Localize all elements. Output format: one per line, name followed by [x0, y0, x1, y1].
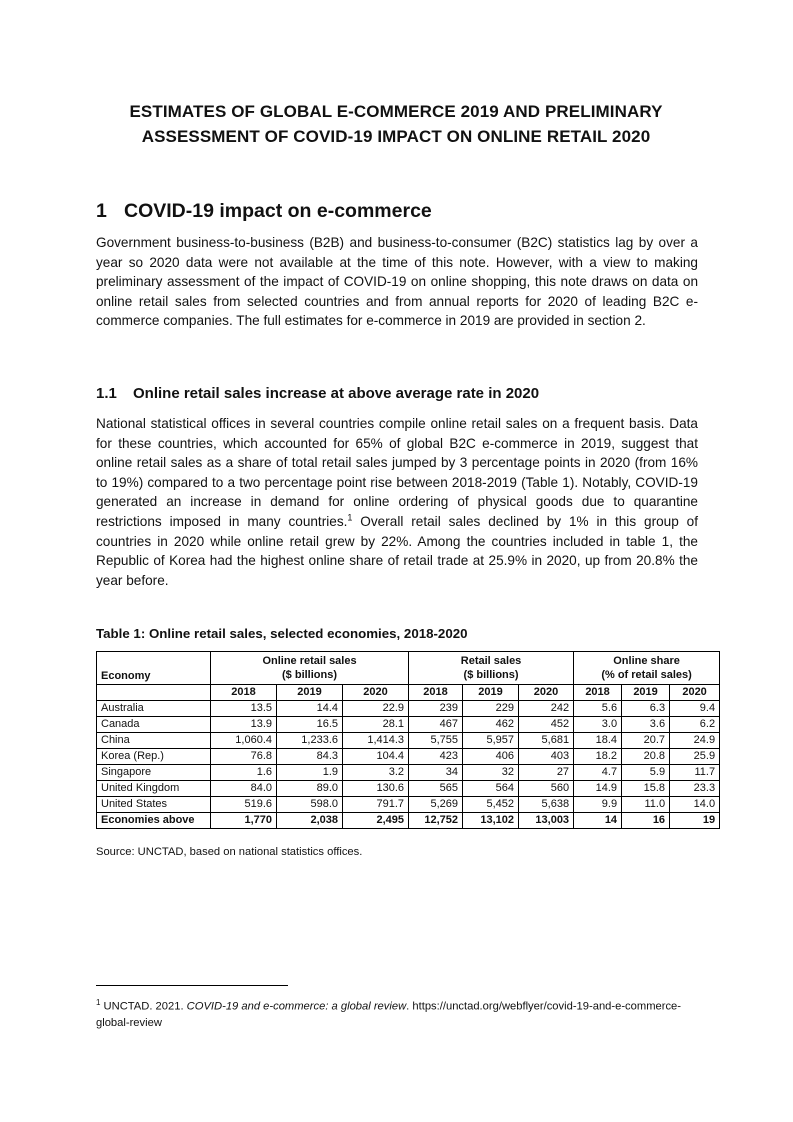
- table-row: [97, 733, 720, 749]
- year-header: 2020: [670, 685, 720, 701]
- value-cell: 406: [463, 749, 519, 765]
- value-cell: 3.6: [622, 717, 670, 733]
- value-cell: 11.0: [622, 797, 670, 813]
- value-cell: 20.8: [622, 749, 670, 765]
- table-source: Source: UNCTAD, based on national statistics offices.: [96, 846, 363, 858]
- value-cell: 2,038: [277, 813, 343, 829]
- group-header-line-2: ($ billions): [463, 669, 519, 681]
- value-cell: 1,414.3: [343, 733, 409, 749]
- value-cell: 25.9: [670, 749, 720, 765]
- value-cell: 5,638: [519, 797, 574, 813]
- value-cell: 6.3: [622, 701, 670, 717]
- value-cell: 5,681: [519, 733, 574, 749]
- value-cell: 13,102: [463, 813, 519, 829]
- section-1-paragraph: Government business-to-business (B2B) and business-to-consumer (B2C) statistics lag by over a year so 2020 data were not available at the time of this note. However, with a view to making preliminary assessment of the impact of COVID-19 on online shopping, this note draws on data on online retail sales from selected countries and from annual reports for 2020 of leading B2C e-commerce companies. The full estimates for e-commerce in 2019 are provided in section 2.: [96, 235, 698, 329]
- value-cell: 5,452: [463, 797, 519, 813]
- value-cell: 1.6: [211, 765, 277, 781]
- table-body: [97, 701, 720, 829]
- section-1-title: COVID-19 impact on e-commerce: [124, 200, 432, 222]
- footnote-text-prefix: UNCTAD. 2021.: [100, 1000, 187, 1013]
- economy-cell: Korea (Rep.): [97, 749, 211, 765]
- group-header-online-retail: [211, 652, 409, 685]
- value-cell: 18.2: [574, 749, 622, 765]
- value-cell: 19: [670, 813, 720, 829]
- table-row: [97, 749, 720, 765]
- paragraph-part-2: Overall retail sales declined by 1% in this group of countries in 2020 while online retail grew by 22%. Among the countries included in table 1, the Republic of Korea had the highest online share of retail trade at 25.9% in 2020, up from 20.8% the year before.: [96, 513, 698, 588]
- group-header-retail: [409, 652, 574, 685]
- value-cell: 14.4: [277, 701, 343, 717]
- table-row: [97, 797, 720, 813]
- value-cell: 13,003: [519, 813, 574, 829]
- value-cell: 229: [463, 701, 519, 717]
- value-cell: 14: [574, 813, 622, 829]
- economy-header: Economy: [97, 652, 211, 685]
- economy-cell: United States: [97, 797, 211, 813]
- value-cell: 89.0: [277, 781, 343, 797]
- economy-cell: China: [97, 733, 211, 749]
- value-cell: 14.9: [574, 781, 622, 797]
- value-cell: 2,495: [343, 813, 409, 829]
- value-cell: 242: [519, 701, 574, 717]
- value-cell: 6.2: [670, 717, 720, 733]
- year-header: 2018: [409, 685, 463, 701]
- year-header-row: [97, 685, 720, 701]
- value-cell: 15.8: [622, 781, 670, 797]
- value-cell: 598.0: [277, 797, 343, 813]
- section-1-1-heading: [96, 385, 539, 402]
- economy-cell: Singapore: [97, 765, 211, 781]
- year-header: 2020: [343, 685, 409, 701]
- table-row: [97, 765, 720, 781]
- economy-cell: Australia: [97, 701, 211, 717]
- value-cell: 23.3: [670, 781, 720, 797]
- table-total-row: [97, 813, 720, 829]
- footnote: [96, 995, 696, 1031]
- footnote-divider: [96, 985, 288, 986]
- value-cell: 1,233.6: [277, 733, 343, 749]
- value-cell: 12,752: [409, 813, 463, 829]
- section-1-heading: [96, 200, 432, 223]
- value-cell: 5.9: [622, 765, 670, 781]
- value-cell: 18.4: [574, 733, 622, 749]
- table-row: [97, 781, 720, 797]
- section-1-1-number: 1.1: [96, 385, 117, 402]
- footnote-reference[interactable]: 1: [347, 512, 353, 523]
- group-header-line-2: ($ billions): [282, 669, 338, 681]
- value-cell: 34: [409, 765, 463, 781]
- table-caption: Table 1: Online retail sales, selected economies, 2018-2020: [96, 626, 468, 641]
- year-header: 2019: [622, 685, 670, 701]
- value-cell: 11.7: [670, 765, 720, 781]
- value-cell: 24.9: [670, 733, 720, 749]
- value-cell: 9.4: [670, 701, 720, 717]
- value-cell: 5,957: [463, 733, 519, 749]
- value-cell: 565: [409, 781, 463, 797]
- value-cell: 564: [463, 781, 519, 797]
- page-title: [96, 99, 696, 149]
- value-cell: 130.6: [343, 781, 409, 797]
- value-cell: 519.6: [211, 797, 277, 813]
- value-cell: 560: [519, 781, 574, 797]
- section-1-1-paragraph: [96, 414, 698, 590]
- value-cell: 462: [463, 717, 519, 733]
- value-cell: 27: [519, 765, 574, 781]
- group-header-line-1: Retail sales: [460, 655, 522, 667]
- paragraph-part-1: National statistical offices in several countries compile online retail sales on a frequent basis. Data for these countries, which accounted for 65% of global B2C e-commerce in 2019, suggest that online retail sales as a share of total retail sales jumped by 3 percentage points in 2020 (from 16% to 19%) compared to a two percentage point rise between 2018-2019 (Table 1). Notably, COVID-19 generated an increase in demand for online ordering of physical goods due to quarantine restrictions imposed in many countries.: [96, 416, 698, 529]
- value-cell: 84.3: [277, 749, 343, 765]
- year-header: 2020: [519, 685, 574, 701]
- value-cell: 791.7: [343, 797, 409, 813]
- value-cell: 104.4: [343, 749, 409, 765]
- section-1-number: 1: [96, 200, 107, 222]
- value-cell: 13.9: [211, 717, 277, 733]
- value-cell: 76.8: [211, 749, 277, 765]
- page-title-line-1: ESTIMATES OF GLOBAL E-COMMERCE 2019 AND PRELIMINARY: [129, 102, 663, 121]
- value-cell: 1,060.4: [211, 733, 277, 749]
- value-cell: 16.5: [277, 717, 343, 733]
- value-cell: 5,269: [409, 797, 463, 813]
- group-header-online-share: [574, 652, 720, 685]
- value-cell: 16: [622, 813, 670, 829]
- value-cell: 13.5: [211, 701, 277, 717]
- footnote-text-suffix: . https://unctad.org/webflyer/covid-19-and-e-commerce-global-review: [96, 1000, 682, 1029]
- page-title-line-2: ASSESSMENT OF COVID-19 IMPACT ON ONLINE RETAIL 2020: [141, 127, 651, 146]
- value-cell: 9.9: [574, 797, 622, 813]
- economy-cell: Canada: [97, 717, 211, 733]
- value-cell: 28.1: [343, 717, 409, 733]
- section-1-1-title: Online retail sales increase at above average rate in 2020: [133, 385, 540, 402]
- value-cell: 423: [409, 749, 463, 765]
- value-cell: 3.2: [343, 765, 409, 781]
- value-cell: 14.0: [670, 797, 720, 813]
- economy-cell: United Kingdom: [97, 781, 211, 797]
- economy-cell: Economies above: [97, 813, 211, 829]
- year-header: 2018: [574, 685, 622, 701]
- year-header: 2019: [277, 685, 343, 701]
- value-cell: 3.0: [574, 717, 622, 733]
- value-cell: 5,755: [409, 733, 463, 749]
- value-cell: 1,770: [211, 813, 277, 829]
- value-cell: 22.9: [343, 701, 409, 717]
- value-cell: 4.7: [574, 765, 622, 781]
- online-retail-table: [96, 651, 720, 829]
- value-cell: 5.6: [574, 701, 622, 717]
- group-header-line-1: Online share: [613, 655, 680, 667]
- table-row: [97, 717, 720, 733]
- value-cell: 20.7: [622, 733, 670, 749]
- year-header: 2018: [211, 685, 277, 701]
- group-header-line-1: Online retail sales: [262, 655, 357, 667]
- value-cell: 403: [519, 749, 574, 765]
- value-cell: 467: [409, 717, 463, 733]
- value-cell: 84.0: [211, 781, 277, 797]
- year-header: 2019: [463, 685, 519, 701]
- footnote-marker: 1: [96, 998, 101, 1007]
- year-header-blank: [97, 685, 211, 701]
- table-row: [97, 701, 720, 717]
- value-cell: 452: [519, 717, 574, 733]
- footnote-title: COVID-19 and e-commerce: a global review: [186, 1000, 407, 1013]
- value-cell: 32: [463, 765, 519, 781]
- value-cell: 1.9: [277, 765, 343, 781]
- group-header-line-2: (% of retail sales): [601, 669, 692, 681]
- value-cell: 239: [409, 701, 463, 717]
